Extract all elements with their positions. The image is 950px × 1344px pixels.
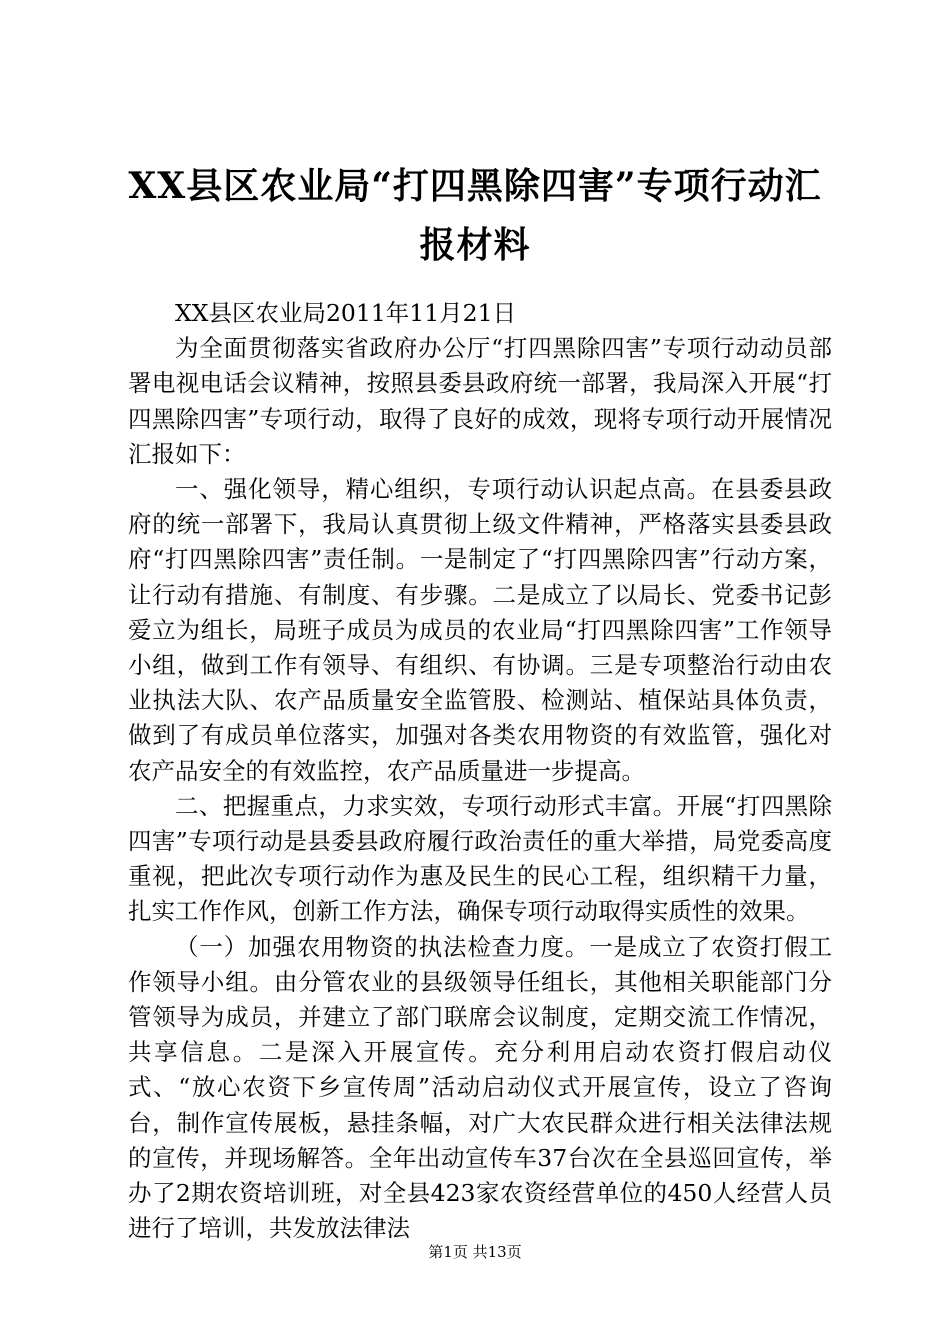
subsection-one-paragraph: （一）加强农用物资的执法检查力度。一是成立了农资打假工作领导小组。由分管农业的县级领导任组长，其他相关职能部门分管领导为成员，并建立了部门联席会议制度，定期交流工作情况，共享信息。二是深入开展宣传。充分利用启动农资打假启动仪式、“放心农资下乡宣传周”活动启动仪式开展宣传，设立了咨询台，制作宣传展板，悬挂条幅，对广大农民群众进行相关法律法规的宣传，并现场解答。全年出动宣传车37台次在全县巡回宣传，举办了2期农资培训班，对全县423家农资经营单位的450人经营人员进行了培训，共发放法律法	[128, 932, 832, 1243]
section-two-paragraph: 二、把握重点，力求实效，专项行动形式丰富。开展“打四黑除四害”专项行动是县委县政府履行政治责任的重大举措，局党委高度重视，把此次专项行动作为惠及民生的民心工程，组织精干力量，扎实工作作风，创新工作方法，确保专项行动取得实质性的效果。	[128, 791, 832, 926]
date-line: XX县区农业局2011年11月21日	[175, 299, 517, 327]
page-number-footer: 第1页 共13页	[428, 1243, 522, 1261]
intro-paragraph: 为全面贯彻落实省政府办公厅“打四黑除四害”专项行动动员部署电视电话会议精神，按照县委县政府统一部署，我局深入开展“打四黑除四害”专项行动，取得了良好的成效，现将专项行动开展情况汇报如下：	[128, 334, 832, 468]
document-title: XX县区农业局“打四黑除四害”专项行动汇报材料	[128, 165, 822, 266]
section-one-paragraph: 一、强化领导，精心组织，专项行动认识起点高。在县委县政府的统一部署下，我局认真贯彻上级文件精神，严格落实县委县政府“打四黑除四害”责任制。一是制定了“打四黑除四害”行动方案，让行动有措施、有制度、有步骤。二是成立了以局长、党委书记彭爱立为组长，局班子成员为成员的农业局“打四黑除四害”工作领导小组，做到工作有领导、有组织、有协调。三是专项整治行动由农业执法大队、农产品质量安全监管股、检测站、植保站具体负责，做到了有成员单位落实，加强对各类农用物资的有效监管，强化对农产品安全的有效监控，农产品质量进一步提高。	[128, 475, 832, 785]
document-body	[128, 296, 832, 1246]
